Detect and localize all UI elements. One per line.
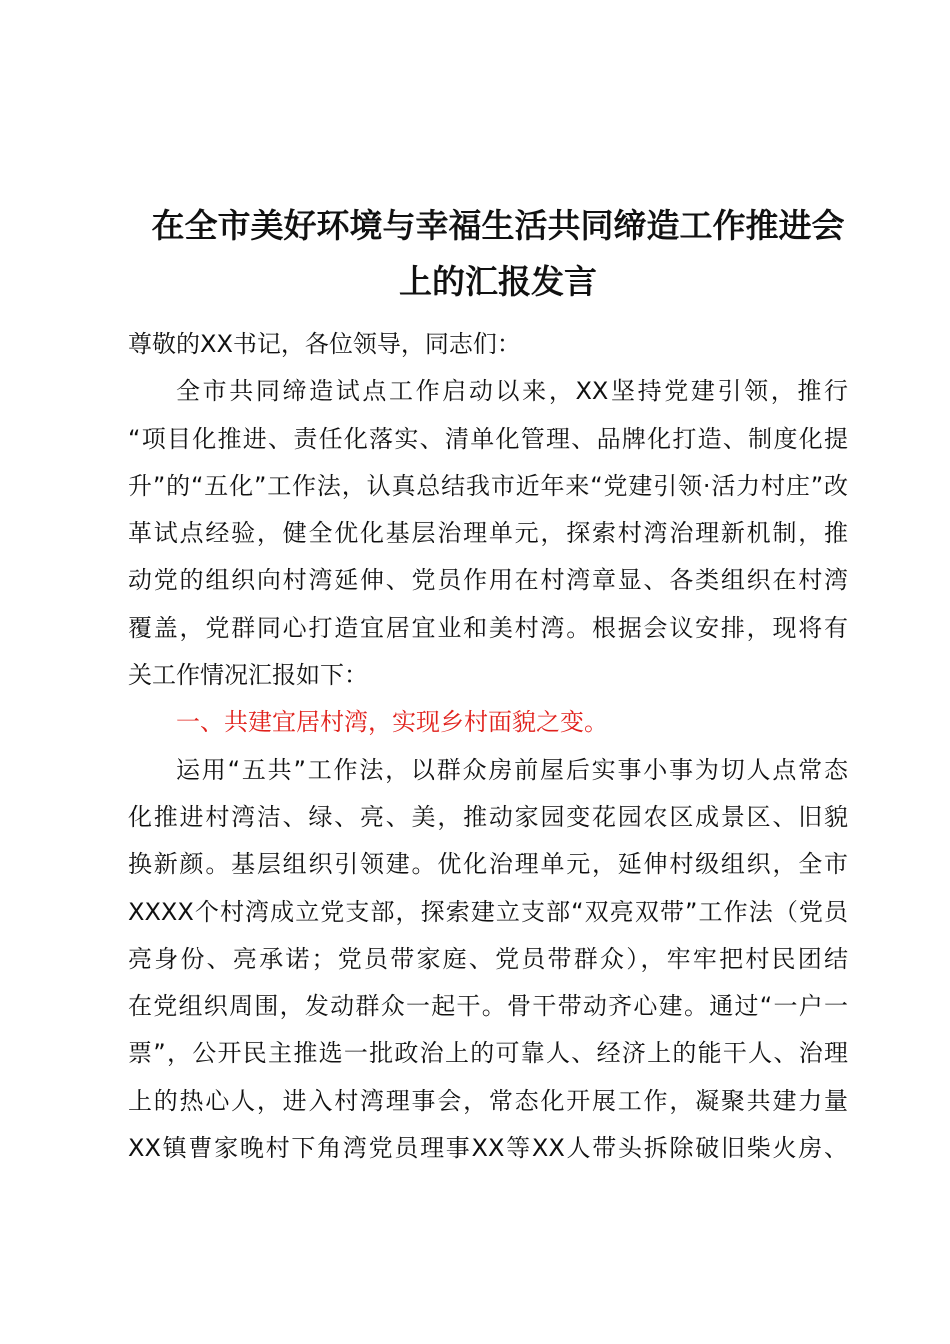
title-line-2: 上的汇报发言 bbox=[399, 262, 597, 301]
paragraph-1-line: “项目化推进、责任化落实、清单化管理、品牌化打造、制度化提 bbox=[128, 424, 848, 453]
title-line-1: 在全市美好环境与幸福生活共同缔造工作推进会 bbox=[151, 206, 845, 245]
paragraph-1 bbox=[128, 368, 848, 699]
paragraph-2-line: 运用“五共”工作法，以群众房前屋后实事小事为切人点常态 bbox=[176, 755, 848, 784]
paragraph-1-line: 动党的组织向村湾延伸、党员作用在村湾章显、各类组织在村湾 bbox=[128, 566, 848, 595]
paragraph-2-line: 在党组织周围，发动群众一起干。骨干带动齐心建。通过“一户一 bbox=[128, 992, 848, 1021]
paragraph-2-line: 亮身份、亮承诺；党员带家庭、党员带群众），牢牢把村民团结 bbox=[128, 944, 848, 973]
document-title bbox=[118, 198, 878, 310]
paragraph-1-line: 升”的“五化”工作法，认真总结我市近年来“党建引领·活力村庄”改 bbox=[128, 471, 848, 500]
paragraph-2 bbox=[128, 747, 848, 1173]
paragraph-2-line: 上的热心人，进入村湾理事会，常态化开展工作，凝聚共建力量 bbox=[128, 1086, 848, 1115]
paragraph-1-line: 全市共同缔造试点工作启动以来，XX坚持党建引领，推行 bbox=[176, 377, 848, 406]
paragraph-1-line: 关工作情况汇报如下： bbox=[128, 661, 368, 690]
paragraph-2-line: XXXX个村湾成立党支部，探索建立支部“双亮双带”工作法（党员 bbox=[128, 897, 848, 926]
section-heading-1: 一、共建宜居村湾，实现乡村面貌之变。 bbox=[176, 708, 608, 737]
greeting: 尊敬的XX书记，各位领导，同志们： bbox=[128, 330, 521, 358]
paragraph-1-line: 革试点经验，健全优化基层治理单元，探索村湾治理新机制，推 bbox=[128, 519, 848, 548]
paragraph-2-line: 化推进村湾洁、绿、亮、美，推动家园变花园农区成景区、旧貌 bbox=[128, 802, 848, 831]
paragraph-2-line: 换新颜。基层组织引领建。优化治理单元，延伸村级组织，全市 bbox=[128, 850, 848, 879]
document-body bbox=[128, 321, 848, 1172]
paragraph-1-line: 覆盖，党群同心打造宜居宜业和美村湾。根据会议安排，现将有 bbox=[128, 613, 848, 642]
paragraph-2-line: XX镇曹家晚村下角湾党员理事XX等XX人带头拆除破旧柴火房、 bbox=[128, 1134, 848, 1163]
paragraph-2-line: 票”，公开民主推选一批政治上的可靠人、经济上的能干人、治理 bbox=[128, 1039, 848, 1068]
